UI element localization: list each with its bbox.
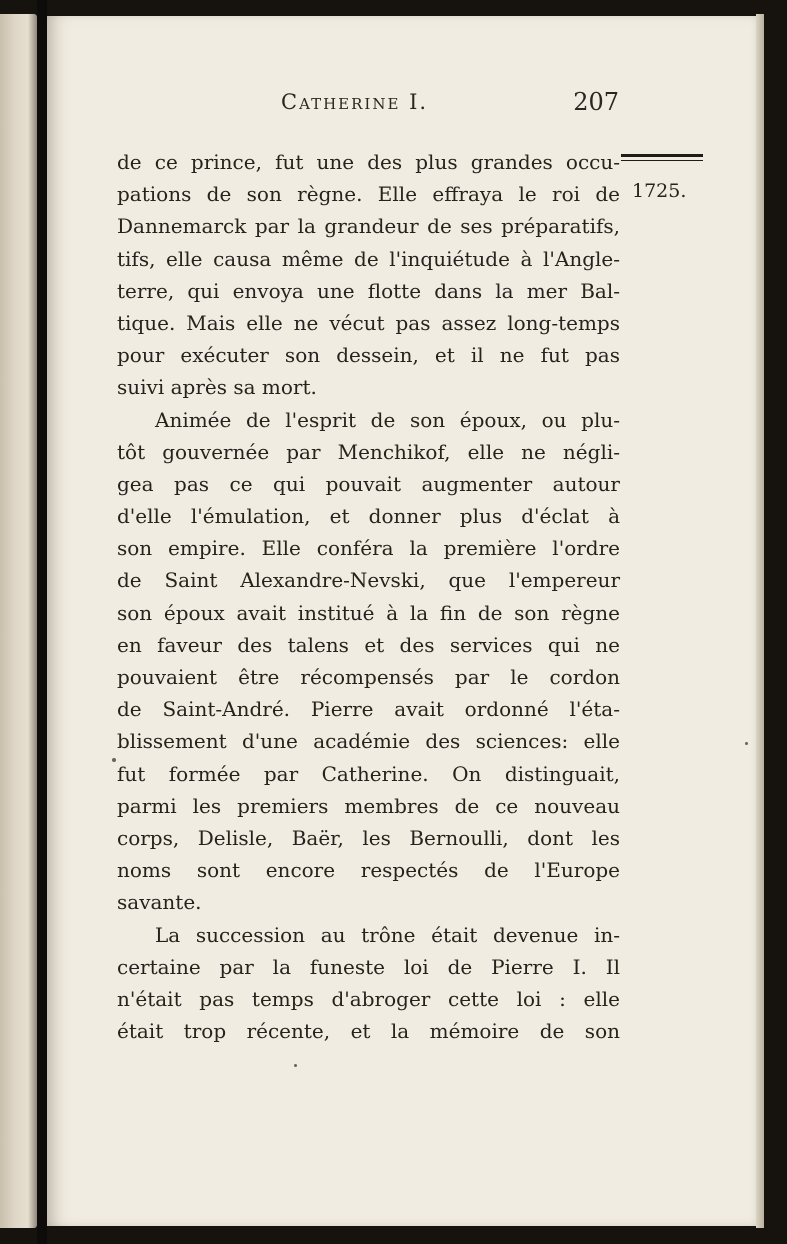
running-head-title: Catherine I.	[281, 90, 429, 114]
text-line: fut formée par Catherine. On distinguait,	[117, 761, 620, 786]
text-line: Animée de l'esprit de son époux, ou plu-	[155, 407, 620, 432]
text-line: en faveur des talens et des services qui ne	[117, 632, 620, 657]
margin-year-note: 1725.	[632, 180, 687, 202]
text-line: de ce prince, fut une des plus grandes occu-	[117, 150, 620, 174]
text-line: pour exécuter son dessein, et il ne fut pas	[117, 343, 620, 368]
text-line: de Saint-André. Pierre avait ordonné l'éta-	[117, 697, 620, 722]
text-line: son empire. Elle conféra la première l'ordre	[117, 536, 620, 561]
page-number: 207	[573, 88, 619, 116]
text-line: de Saint Alexandre-Nevski, que l'empereur	[117, 568, 620, 593]
facing-page-edge	[0, 14, 37, 1228]
text-line: noms sont encore respectés de l'Europe	[117, 858, 620, 883]
paper-speck	[294, 1064, 297, 1067]
text-line: corps, Delisle, Baër, les Bernoulli, dont les	[117, 825, 620, 850]
running-head	[48, 84, 619, 124]
text-line: tifs, elle causa même de l'inquiétude à l'Angle-	[117, 246, 620, 271]
body-text	[117, 146, 620, 1047]
text-line: certaine par la funeste loi de Pierre I. Il	[117, 954, 620, 979]
text-line: tôt gouvernée par Menchikof, elle ne négli-	[117, 439, 620, 464]
text-line: pouvaient être récompensés par le cordon	[117, 665, 620, 689]
text-line: d'elle l'émulation, et donner plus d'éclat à	[117, 504, 620, 529]
text-line: terre, qui envoya une flotte dans la mer Bal-	[117, 278, 620, 303]
text-line: gea pas ce qui pouvait augmenter autour	[117, 471, 620, 496]
text-line: La succession au trône était devenue in-	[155, 922, 620, 947]
text-line: parmi les premiers membres de ce nouveau	[117, 793, 620, 818]
book-gutter	[37, 0, 47, 1244]
margin-rule	[621, 154, 703, 161]
text-line: tique. Mais elle ne vécut pas assez long-temps	[117, 310, 620, 335]
text-line: savante.	[117, 890, 202, 915]
text-line: suivi après sa mort.	[117, 375, 317, 400]
text-line: son époux avait institué à la fin de son règne	[117, 600, 620, 625]
text-line: Dannemarck par la grandeur de ses préparatifs,	[117, 214, 620, 239]
page-fore-edge	[756, 14, 764, 1228]
text-line: n'était pas temps d'abroger cette loi : elle	[117, 986, 620, 1011]
paper-speck	[112, 758, 116, 762]
text-line: pations de son règne. Elle effraya le roi de	[117, 182, 620, 207]
paper-speck	[745, 742, 748, 745]
text-line: blissement d'une académie des sciences: elle	[117, 729, 620, 754]
text-line: était trop récente, et la mémoire de son	[117, 1019, 620, 1044]
